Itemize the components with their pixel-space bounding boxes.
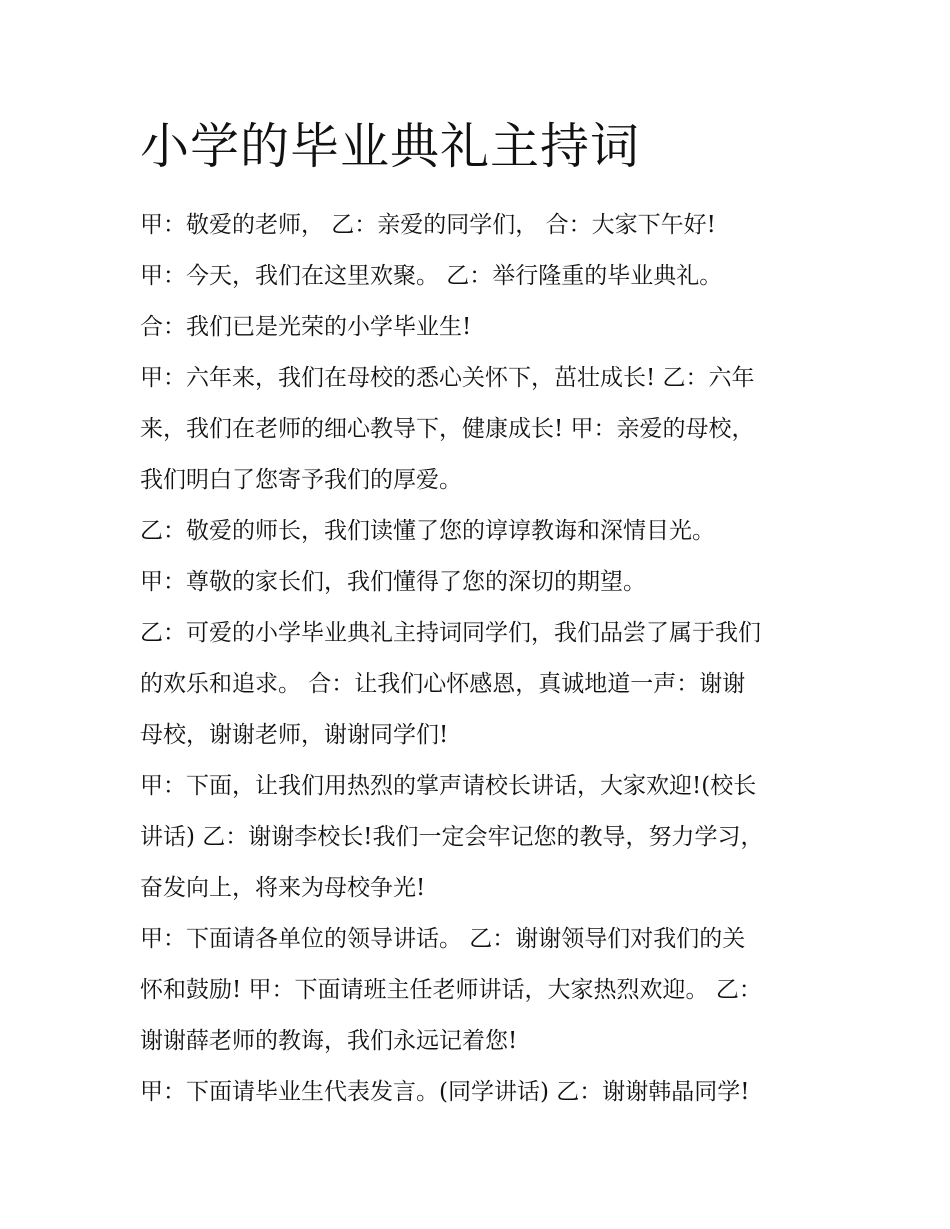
document-title: 小学的毕业典礼主持词: [140, 118, 641, 175]
text-line: 甲：下面，让我们用热烈的掌声请校长讲话，大家欢迎!(校长: [140, 773, 757, 799]
text-line: 甲：敬爱的老师， 乙：亲爱的同学们， 合：大家下午好!: [140, 212, 716, 238]
text-line: 乙：可爱的小学毕业典礼主持词同学们，我们品尝了属于我们: [140, 620, 761, 646]
text-line: 合：我们已是光荣的小学毕业生!: [140, 314, 472, 340]
text-line: 我们明白了您寄予我们的厚爱。: [140, 467, 462, 493]
text-line: 甲：尊敬的家长们，我们懂得了您的深切的期望。: [140, 569, 646, 595]
text-line: 甲：下面请各单位的领导讲话。 乙：谢谢领导们对我们的关: [140, 926, 746, 952]
text-line: 怀和鼓励! 甲：下面请班主任老师讲话，大家热烈欢迎。 乙：: [140, 977, 762, 1003]
text-line: 乙：敬爱的师长，我们读懂了您的谆谆教诲和深情目光。: [140, 518, 715, 544]
text-line: 谢谢薛老师的教诲，我们永远记着您!: [140, 1028, 518, 1054]
text-line: 讲话) 乙：谢谢李校长!我们一定会牢记您的教导，努力学习，: [140, 824, 764, 850]
text-line: 甲：今天，我们在这里欢聚。 乙：举行隆重的毕业典礼。: [140, 263, 723, 289]
text-line: 的欢乐和追求。 合：让我们心怀感恩，真诚地道一声：谢谢: [140, 671, 746, 697]
text-line: 母校，谢谢老师，谢谢同学们!: [140, 722, 449, 748]
text-line: 来，我们在老师的细心教导下，健康成长! 甲：亲爱的母校，: [140, 416, 755, 442]
text-line: 甲：下面请毕业生代表发言。(同学讲话) 乙：谢谢韩晶同学!: [140, 1079, 750, 1105]
text-line: 奋发向上，将来为母校争光!: [140, 875, 426, 901]
script-body: [140, 200, 830, 1118]
text-line: 甲：六年来，我们在母校的悉心关怀下，茁壮成长! 乙：六年: [140, 365, 755, 391]
